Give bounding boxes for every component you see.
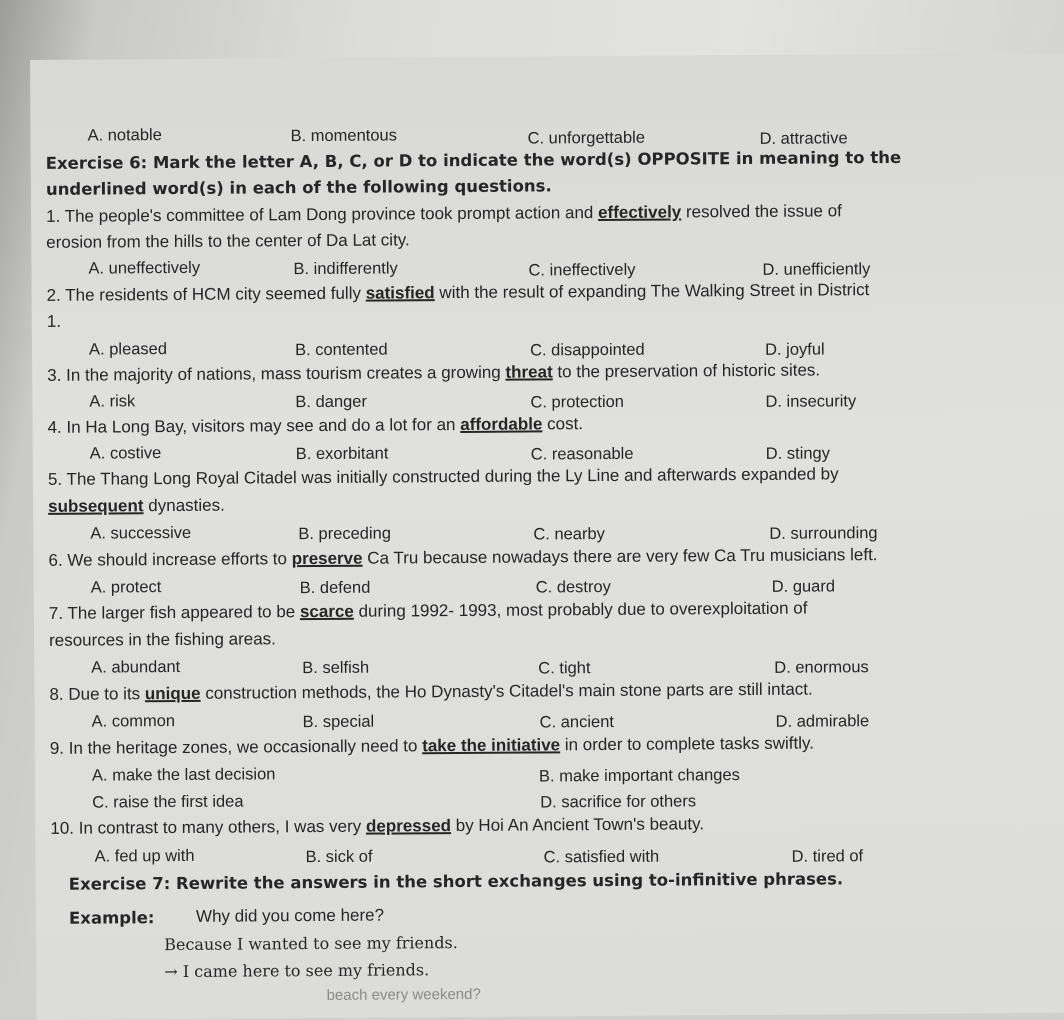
q4-option-b: B. exorbitant: [295, 444, 389, 464]
question-4: 4. In Ha Long Bay, visitors may see and do a lot for an affordable cost.: [47, 414, 584, 437]
q1-option-d: D. unefficiently: [762, 260, 871, 279]
q6-option-a: A. protect: [90, 578, 162, 597]
q6-option-c: C. destroy: [535, 577, 611, 597]
question-9: 9. In the heritage zones, we occasionally need to take the initiative in order to complete tasks swiftly.: [49, 733, 814, 758]
example-rewrite: → I came here to see my friends.: [164, 960, 430, 982]
q9-option-d: D. sacrifice for others: [540, 792, 697, 812]
q6-option-d: D. guard: [771, 577, 836, 596]
q5-option-d: D. surrounding: [769, 524, 878, 543]
q5-option-b: B. preceding: [298, 524, 392, 544]
q1-option-b: B. indifferently: [293, 259, 398, 279]
q5-option-c: C. nearby: [533, 524, 605, 544]
q2-option-c: C. disappointed: [529, 340, 645, 360]
question-10: 10. In contrast to many others, I was very depressed by Hoi An Ancient Town's beauty.: [50, 814, 705, 838]
q8-option-a: A. common: [91, 712, 176, 731]
q7-option-a: A. abundant: [91, 657, 181, 677]
q1-option-a: A. uneffectively: [88, 258, 201, 278]
q3-option-c: C. protection: [530, 392, 625, 412]
q10-option-d: D. tired of: [791, 847, 864, 866]
q2-option-d: D. joyful: [764, 340, 825, 359]
prev-option-d: D. attractive: [759, 129, 848, 148]
question-1: 1. The people's committee of Lam Dong province took prompt action and effectively resolved the issue of: [46, 201, 842, 226]
underlined-word: take the initiative: [422, 735, 561, 756]
prev-option-c: C. unforgettable: [527, 128, 646, 148]
question-2: 2. The residents of HCM city seemed fully satisfied with the result of expanding The Walking Street in District: [46, 280, 870, 305]
q4-option-c: C. reasonable: [530, 444, 634, 464]
q8-option-d: D. admirable: [775, 712, 870, 731]
prev-option-b: B. momentous: [290, 126, 397, 146]
underlined-word: subsequent: [48, 496, 144, 516]
underlined-word: unique: [144, 683, 201, 704]
underlined-word: preserve: [291, 548, 363, 569]
example-answer: Because I wanted to see my friends.: [164, 933, 458, 955]
q10-option-a: A. fed up with: [94, 846, 195, 866]
question-6: 6. We should increase efforts to preserve Ca Tru because nowadays there are very few Ca Tru musicians left.: [48, 545, 878, 570]
q2-option-b: B. contented: [294, 340, 388, 360]
q4-option-a: A. costive: [89, 444, 162, 463]
q3-option-a: A. risk: [89, 392, 136, 411]
question-5-line2: subsequent dynasties.: [48, 495, 225, 516]
q10-option-c: C. satisfied with: [543, 847, 660, 867]
question-1-line2: erosion from the hills to the center of Da Lat city.: [46, 230, 410, 252]
question-2-line2: 1.: [46, 311, 62, 331]
example-question: Why did you come here?: [195, 905, 385, 926]
cut-off-line: beach every weekend?: [326, 985, 481, 1004]
q3-option-d: D. insecurity: [765, 392, 857, 411]
underlined-word: threat: [505, 362, 553, 382]
worksheet-page: [30, 53, 1064, 1020]
question-5: 5. The Thang Long Royal Citadel was initially constructed during the Ly Line and afterwards expanded by: [47, 464, 839, 489]
exercise-6-title-line1: Exercise 6: Mark the letter A, B, C, or D to indicate the word(s) OPPOSITE in meaning to the: [45, 147, 902, 173]
q1-option-c: C. ineffectively: [528, 260, 636, 280]
question-7: 7. The larger fish appeared to be scarce during 1992- 1993, most probably due to overexploitation of: [48, 598, 808, 623]
q7-option-b: B. selfish: [302, 658, 370, 678]
q3-option-b: B. danger: [295, 392, 368, 412]
exercise-7-title: Exercise 7: Rewrite the answers in the short exchanges using to-infinitive phrases.: [68, 869, 844, 894]
prev-option-a: A. notable: [87, 126, 162, 145]
q7-option-d: D. enormous: [774, 658, 869, 677]
underlined-word: scarce: [299, 601, 354, 622]
underlined-word: depressed: [365, 816, 452, 836]
exercise-6-title-line2: underlined word(s) in each of the following questions.: [45, 176, 552, 199]
q5-option-a: A. successive: [90, 523, 192, 543]
q4-option-d: D. stingy: [765, 444, 831, 463]
example-label: Example:: [68, 908, 155, 928]
question-3: 3. In the majority of nations, mass tourism creates a growing threat to the preservation of historic sites.: [47, 360, 821, 385]
underlined-word: satisfied: [365, 283, 435, 303]
q2-option-a: A. pleased: [88, 340, 168, 359]
q8-option-c: C. ancient: [539, 712, 614, 732]
q8-option-b: B. special: [302, 712, 375, 732]
q6-option-b: B. defend: [299, 578, 371, 598]
underlined-word: affordable: [460, 414, 543, 435]
question-7-line2: resources in the fishing areas.: [48, 629, 276, 650]
q9-option-a: A. make the last decision: [91, 765, 276, 785]
q7-option-c: C. tight: [538, 659, 591, 678]
question-8: 8. Due to its unique construction methods, the Ho Dynasty's Citadel's main stone parts are still intact.: [49, 679, 813, 704]
q10-option-b: B. sick of: [305, 847, 373, 867]
underlined-word: effectively: [597, 202, 682, 223]
q9-option-b: B. make important changes: [538, 766, 740, 786]
q9-option-c: C. raise the first idea: [92, 792, 244, 812]
